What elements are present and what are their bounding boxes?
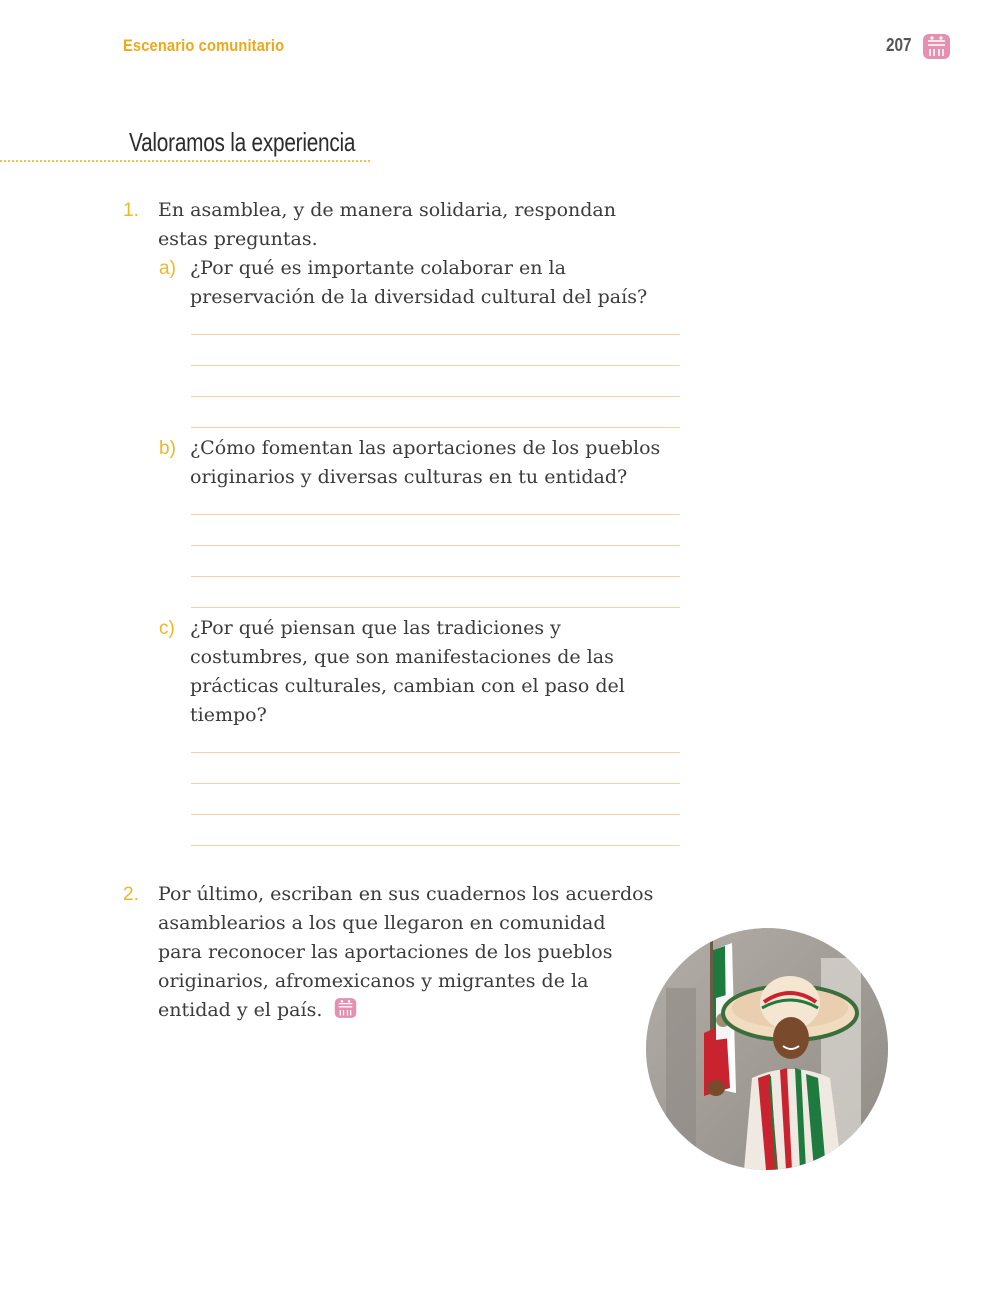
subquestion-text: originarios y diversas culturas en tu entidad? <box>190 466 628 488</box>
title-divider <box>0 160 370 162</box>
answer-line[interactable] <box>191 752 680 753</box>
child-with-flag-photo <box>646 928 888 1170</box>
answer-line[interactable] <box>191 814 680 815</box>
answer-line[interactable] <box>191 514 680 515</box>
page-number: 207 <box>886 35 912 55</box>
section-title: Valoramos la experiencia <box>129 127 356 157</box>
answer-line[interactable] <box>191 545 680 546</box>
answer-line[interactable] <box>191 365 680 366</box>
answer-line[interactable] <box>191 334 680 335</box>
question-text: Por último, escriban en sus cuadernos los acuerdos <box>158 883 654 905</box>
subquestion-text: prácticas culturales, cambian con el paso del <box>190 675 625 697</box>
question-text: estas preguntas. <box>158 228 318 250</box>
answer-line[interactable] <box>191 783 680 784</box>
question-text: En asamblea, y de manera solidaria, respondan <box>158 199 616 221</box>
question-text: entidad y el país. <box>158 999 323 1021</box>
subquestion-text: preservación de la diversidad cultural del país? <box>190 286 648 308</box>
community-emblem-icon <box>334 997 357 1019</box>
answer-line[interactable] <box>191 396 680 397</box>
answer-line[interactable] <box>191 845 680 846</box>
subquestion-text: ¿Por qué piensan que las tradiciones y <box>190 617 561 639</box>
subquestion-marker: b) <box>159 438 176 459</box>
subquestion-marker: a) <box>159 258 176 279</box>
question-number: 1. <box>123 200 139 221</box>
answer-line[interactable] <box>191 576 680 577</box>
subquestion-text: ¿Por qué es importante colaborar en la <box>190 257 566 279</box>
subquestion-text: ¿Cómo fomentan las aportaciones de los pueblos <box>190 437 661 459</box>
question-text: asamblearios a los que llegaron en comunidad <box>158 912 606 934</box>
community-emblem-icon <box>922 33 951 60</box>
question-text: originarios, afromexicanos y migrantes de la <box>158 970 589 992</box>
question-text: para reconocer las aportaciones de los pueblos <box>158 941 613 963</box>
photo-illustration <box>646 928 888 1170</box>
section-label: Escenario comunitario <box>123 36 285 55</box>
subquestion-text: costumbres, que son manifestaciones de las <box>190 646 614 668</box>
subquestion-text: tiempo? <box>190 704 267 726</box>
answer-line[interactable] <box>191 607 680 608</box>
question-number: 2. <box>123 884 139 905</box>
answer-line[interactable] <box>191 427 680 428</box>
subquestion-marker: c) <box>159 618 175 639</box>
